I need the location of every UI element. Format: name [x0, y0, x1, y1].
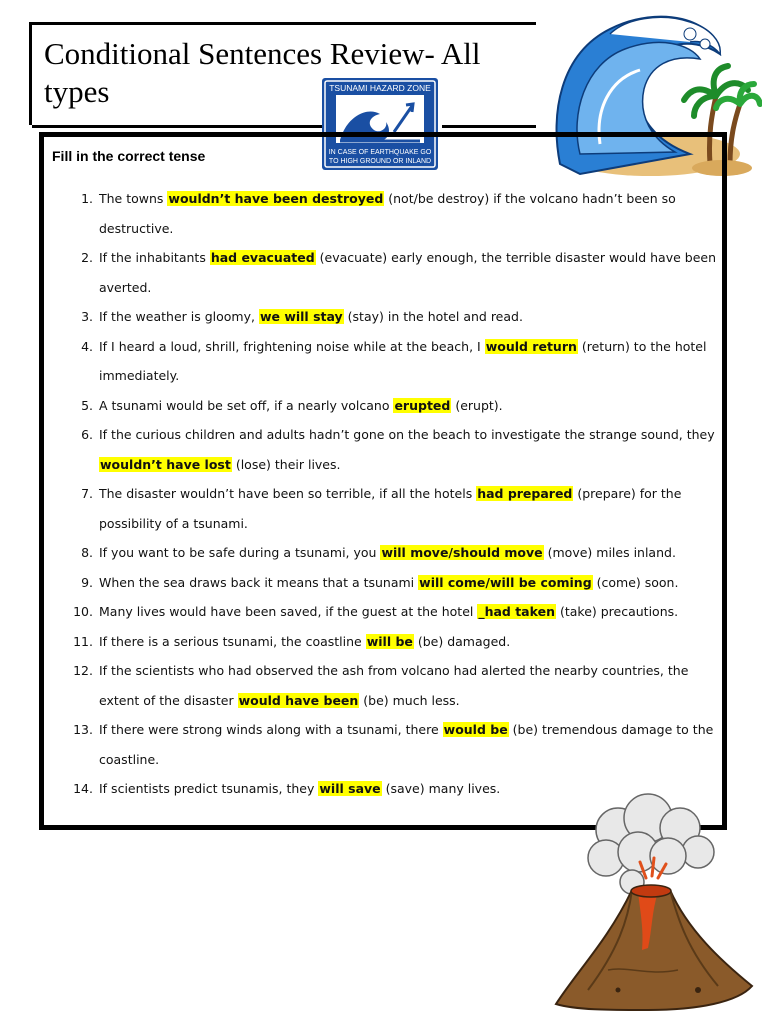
question-number: 10. [73, 604, 93, 619]
question-text-before: Many lives would have been saved, if the guest at the hotel [99, 604, 478, 619]
question-number: 1. [81, 191, 93, 206]
answer-highlight: wouldn’t have lost [100, 456, 231, 472]
question-number: 2. [81, 250, 93, 265]
answer-highlight: we will stay [259, 309, 343, 324]
question-item [66, 184, 716, 243]
question-text-before: If the weather is gloomy, [99, 309, 259, 324]
sign-line-1: IN CASE OF EARTHQUAKE GO [328, 149, 432, 156]
answer-highlight: would return [485, 338, 577, 354]
question-text-after: (erupt). [451, 397, 503, 413]
question-text-after: (come) soon. [592, 574, 679, 590]
question-item [66, 302, 716, 332]
question-text-before: If scientists predict tsunamis, they [99, 781, 319, 796]
title-box [29, 22, 536, 125]
question-number: 7. [81, 486, 93, 501]
question-text-after: (save) many lives. [381, 781, 501, 796]
instruction-heading: Fill in the correct tense [52, 148, 206, 164]
question-number: 13. [73, 722, 93, 737]
question-text-before: If I heard a loud, shrill, frightening noise while at the beach, I [99, 338, 485, 354]
answer-highlight: had prepared [477, 486, 573, 501]
question-text-before: If the scientists who had observed the ash from volcano had alerted the nearby countries, the extent of the disaster [99, 663, 689, 708]
question-item [66, 656, 716, 715]
question-text-after: (be) much less. [359, 692, 460, 708]
question-number: 9. [81, 574, 93, 590]
question-number: 3. [81, 309, 93, 324]
question-text-before: The towns [99, 191, 168, 206]
question-text-after: (be) damaged. [413, 633, 511, 649]
question-text-after: (take) precautions. [555, 604, 679, 619]
answer-highlight: wouldn’t have been destroyed [168, 191, 384, 206]
question-text-after: (move) miles inland. [543, 545, 676, 560]
question-item [66, 568, 716, 598]
question-item [66, 479, 716, 538]
question-number: 14. [73, 781, 93, 796]
question-item [66, 715, 716, 774]
question-number: 12. [73, 663, 93, 678]
question-item [66, 420, 716, 479]
question-text-before: If there is a serious tsunami, the coastline [99, 633, 366, 649]
question-item [66, 243, 716, 302]
answer-highlight: would have been [238, 692, 359, 708]
answer-highlight: would be [443, 722, 508, 737]
answer-highlight: will come/will be coming [419, 574, 592, 590]
answer-highlight: will be [366, 633, 413, 649]
answer-highlight: had evacuated [210, 250, 315, 265]
answer-highlight: _had taken [478, 604, 555, 619]
question-text-after: (lose) their lives. [231, 456, 341, 472]
question-number: 8. [81, 545, 93, 560]
question-number: 11. [73, 633, 93, 649]
answer-highlight: will save [319, 781, 381, 796]
question-text-after: (not/be destroy) if the volcano hadn’t been so destructive. [99, 191, 676, 236]
answer-highlight: erupted [394, 397, 451, 413]
sign-heading: TSUNAMI HAZARD ZONE [329, 83, 431, 93]
question-text-after: (evacuate) early enough, the terrible disaster would have been averted. [99, 250, 717, 295]
question-item [66, 391, 716, 421]
question-text-after: (prepare) for the possibility of a tsunami. [99, 486, 682, 531]
question-text-before: A tsunami would be set off, if a nearly volcano [99, 397, 394, 413]
question-item [66, 538, 716, 568]
question-number: 4. [81, 338, 93, 354]
question-item [66, 597, 716, 627]
question-text-after: (return) to the hotel immediately. [99, 338, 707, 383]
page-title: Conditional Sentences Review- All types [44, 36, 481, 109]
question-item [66, 627, 716, 657]
volcano-illustration [548, 790, 760, 1014]
question-text-after: (stay) in the hotel and read. [343, 309, 523, 324]
sign-line-2: TO HIGH GROUND OR INLAND [328, 158, 432, 165]
question-text-before: If there were strong winds along with a tsunami, there [99, 722, 443, 737]
question-text-before: When the sea draws back it means that a tsunami [99, 574, 419, 590]
question-number: 5. [81, 397, 93, 413]
question-text-before: If the inhabitants [99, 250, 210, 265]
answer-highlight: will move/should move [381, 545, 543, 560]
question-text-before: If you want to be safe during a tsunami, you [99, 545, 381, 560]
question-text-before: If the curious children and adults hadn’t gone on the beach to investigate the strange sound, they [99, 427, 715, 442]
question-list [66, 184, 716, 804]
question-item [66, 332, 716, 391]
question-text-before: The disaster wouldn’t have been so terrible, if all the hotels [99, 486, 477, 501]
question-number: 6. [81, 427, 93, 442]
question-text-after: (be) tremendous damage to the coastline. [99, 722, 714, 767]
